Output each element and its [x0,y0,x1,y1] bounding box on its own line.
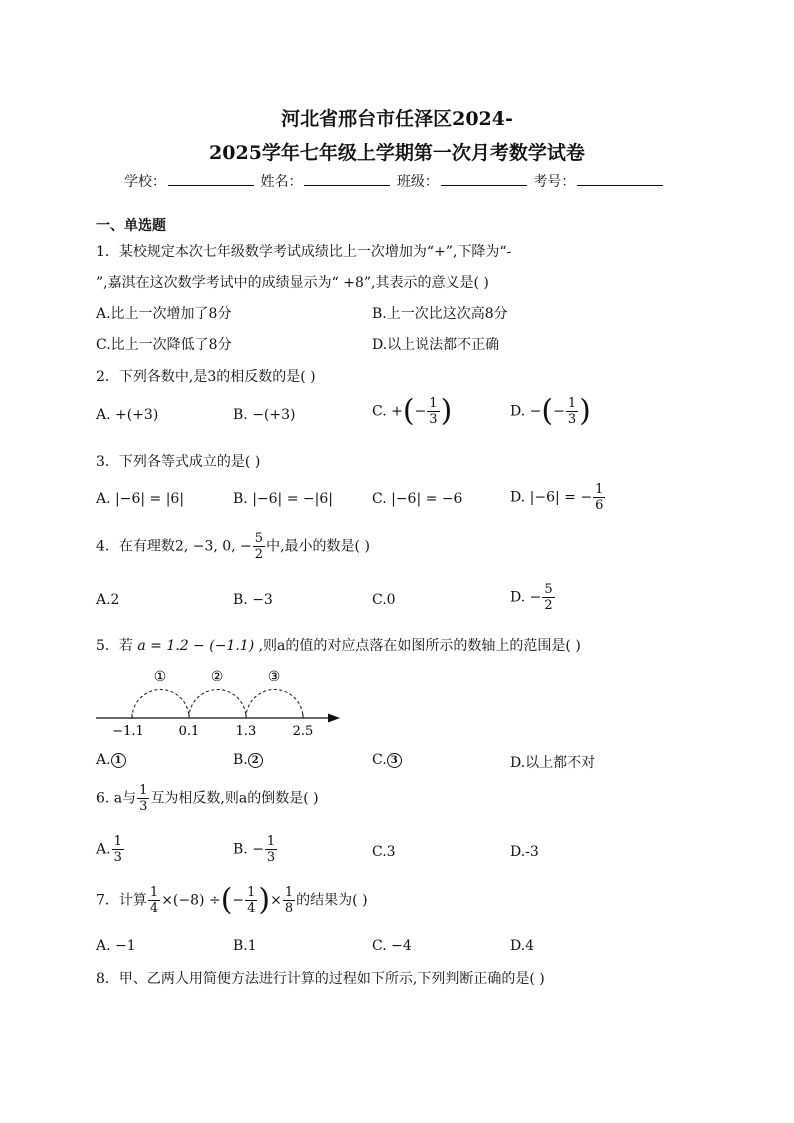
fraction [253,531,265,562]
left-paren: ( [541,393,554,429]
q3-option-a[interactable]: A. |−6| = |6| [96,491,185,507]
denominator: 3 [567,412,577,427]
q6-b-prefix: B. − [233,841,264,858]
q1-option-d[interactable]: D.以上说法都不正确 [372,337,500,353]
left-paren: ( [402,393,415,429]
page-title-line1: 河北省邢台市任泽区2024- [281,108,513,130]
q1-option-a[interactable]: A.比上一次增加了8分 [96,306,232,322]
q2-d-sign: − [553,403,565,420]
q2-option-d[interactable] [510,393,591,429]
q3-option-c[interactable]: C. |−6| = −6 [372,491,463,507]
fraction [427,396,439,427]
q4-option-b[interactable]: B. −3 [233,592,273,608]
q3-d-prefix: D. |−6| = − [510,489,593,506]
numerator: 1 [567,396,577,411]
q7-stem-suffix: 的结果为( ) [296,892,368,909]
q2-d-prefix: D. − [510,403,542,420]
axis-label: 2.5 [292,724,314,739]
q2-option-b[interactable]: B. −(+3) [233,407,296,423]
circled-number-icon: 2 [248,753,263,768]
numerator: 1 [266,834,276,849]
school-field[interactable] [168,172,254,186]
q1-stem-line1: 1．某校规定本次七年级数学考试成绩比上一次增加为“+”,下降为“- [96,244,512,260]
q6-option-a[interactable] [96,834,125,865]
q1-option-b[interactable]: B.上一次比这次高8分 [372,306,508,322]
range-arc-1 [132,690,189,719]
q6-stem [96,783,319,814]
denominator: 4 [149,901,159,916]
q5-option-c[interactable] [372,752,402,768]
fraction [566,396,578,427]
axis-arrow [328,714,340,723]
q3-option-b[interactable]: B. |−6| = −|6| [233,491,333,507]
fraction [148,885,160,916]
q5-stem-suffix: ,则a的值的对应点落在如图所示的数轴上的范围是( ) [254,638,581,654]
circled-number-icon: 1 [111,753,126,768]
q4-option-c[interactable]: C.0 [372,592,396,608]
right-paren: ) [579,393,591,429]
denominator: 6 [595,498,604,513]
q4-stem [96,531,370,562]
q7-stem [96,882,368,918]
fraction [112,834,124,865]
range-arc-2 [189,690,246,718]
q1-option-c[interactable]: C.比上一次降低了8分 [96,337,232,353]
q4-option-d[interactable] [510,582,556,613]
q2-option-c[interactable] [372,393,453,429]
q6-a-prefix: A. [96,841,111,858]
axis-label: 0.1 [178,724,200,739]
class-field[interactable] [441,172,527,186]
q7-option-c[interactable]: C. −4 [372,938,412,954]
q4-d-prefix: D. − [510,589,542,606]
q2-option-a[interactable]: A. +(+3) [96,407,159,423]
q7-sign: − [232,892,245,909]
left-paren: ( [220,882,233,918]
numerator: 1 [429,396,438,411]
fraction [283,885,295,916]
q1-stem-line2: ”,嘉淇在这次数学考试中的成绩显示为“ +8”,其表示的意义是( ) [96,275,489,291]
q4-stem-prefix: 4．在有理数2, −3, 0, − [96,538,252,555]
number-field[interactable] [577,172,663,186]
q5-a-prefix: A. [96,752,111,768]
denominator: 3 [139,799,148,814]
fraction [265,834,277,865]
denominator: 4 [247,901,256,916]
q7-middle-1: ×(−8) ÷ [161,892,221,909]
denominator: 2 [254,547,264,562]
range-arc-3 [246,690,303,719]
q7-stem-prefix: 7．计算 [96,892,147,909]
q7-middle-2: × [270,892,282,909]
denominator: 2 [544,598,553,613]
axis-label: 1.3 [235,724,257,739]
numerator: 1 [284,885,294,900]
q5-stem-prefix: 5．若 [96,638,138,654]
numerator: 1 [595,482,604,497]
denominator: 3 [113,850,122,865]
q3-option-d[interactable] [510,482,606,513]
denominator: 8 [284,901,294,916]
q6-stem-suffix: 互为相反数,则a的倒数是( ) [150,790,319,807]
q5-option-d[interactable]: D.以上都不对 [510,755,596,771]
q5-option-a[interactable] [96,752,126,768]
name-label: 姓名： [260,174,303,190]
fraction [593,482,605,513]
student-info-row [124,171,665,191]
q5-expression: a = 1.2 − (−1.1) [137,638,255,654]
q7-option-d[interactable]: D.4 [510,938,535,954]
fraction [137,783,149,814]
number-label: 考号： [533,174,576,190]
arc-label-1: ① [153,669,167,685]
q6-option-c[interactable]: C.3 [372,844,396,860]
q5-c-prefix: C. [372,752,387,768]
q2-stem: 2．下列各数中,是3的相反数的是( ) [96,369,316,385]
denominator: 3 [266,850,276,865]
numerator: 1 [113,834,122,849]
q8-stem: 8．甲、乙两人用简便方法进行计算的过程如下所示,下列判断正确的是( ) [96,971,545,987]
number-line-diagram [92,662,352,744]
school-label: 学校： [124,174,166,190]
q4-stem-suffix: 中,最小的数是( ) [266,538,370,555]
name-field[interactable] [304,172,390,186]
q4-option-a[interactable]: A.2 [96,592,120,608]
axis-label: −1.1 [112,724,144,739]
class-label: 班级： [396,174,439,190]
numerator: 5 [254,531,264,546]
q5-option-b[interactable] [233,752,263,768]
right-paren: ) [440,393,453,429]
right-paren: ) [258,882,271,918]
denominator: 3 [429,412,438,427]
q6-option-b[interactable] [233,834,278,865]
circled-number-icon: 3 [387,753,402,768]
numerator: 5 [544,582,553,597]
fraction [245,885,257,916]
page-title-line2: 2025学年七年级上学期第一次月考数学试卷 [209,142,585,164]
q7-option-b[interactable]: B.1 [233,938,257,954]
arc-label-2: ② [210,669,224,685]
section-heading: 一、单选题 [96,218,166,234]
numerator: 1 [149,885,159,900]
q3-stem: 3．下列各等式成立的是( ) [96,454,261,470]
q6-stem-prefix: 6. a与 [96,790,137,807]
numerator: 1 [139,783,148,798]
arc-label-3: ③ [267,669,281,685]
q7-option-a[interactable]: A. −1 [96,938,136,954]
q2-c-prefix: C. + [372,403,403,420]
fraction [542,582,554,613]
q6-option-d[interactable]: D.-3 [510,844,539,860]
numerator: 1 [247,885,256,900]
q5-stem [96,635,581,655]
q5-b-prefix: B. [233,752,248,768]
q2-c-sign: − [414,403,427,420]
